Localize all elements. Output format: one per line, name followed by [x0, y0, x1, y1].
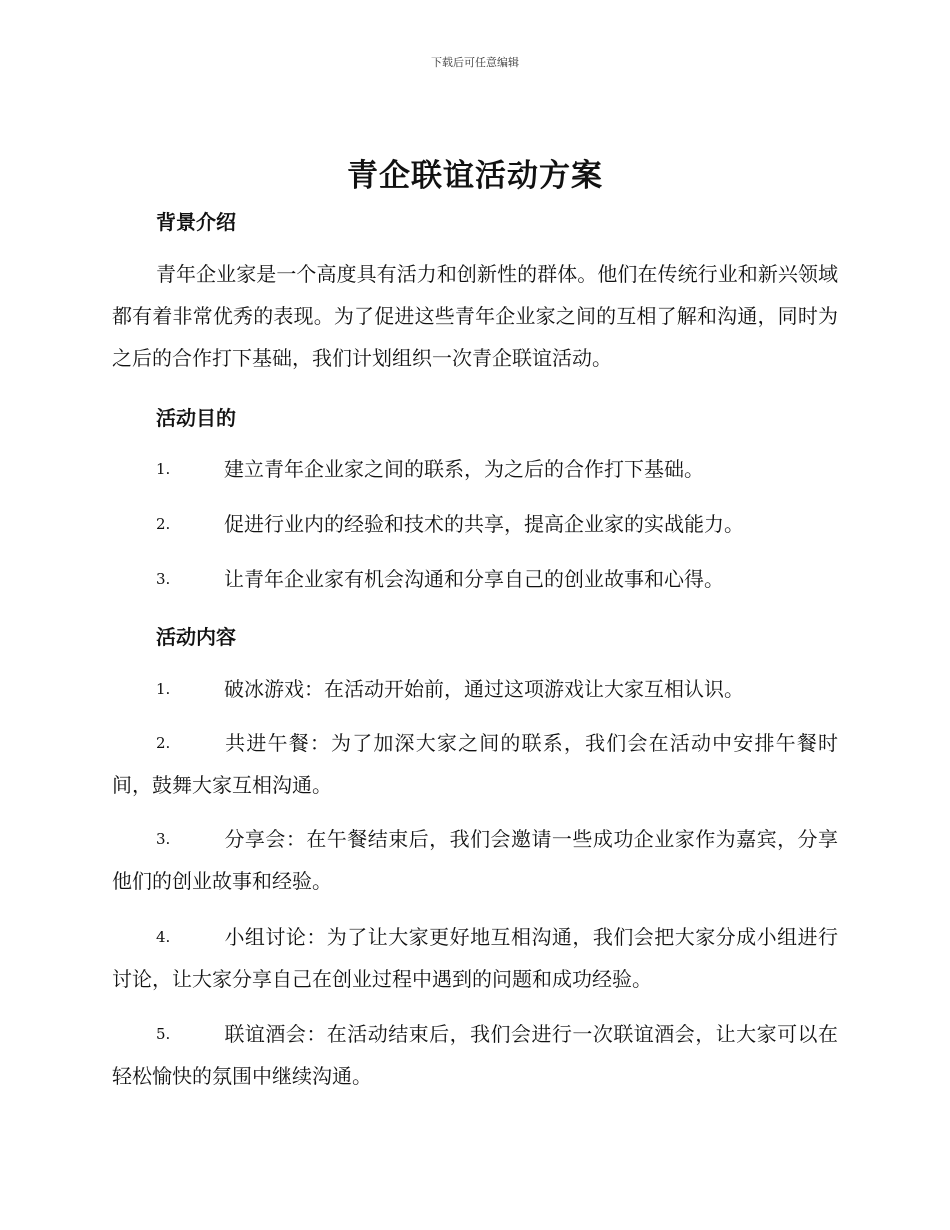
list-item-text: 让青年企业家有机会沟通和分享自己的创业故事和心得。	[224, 567, 724, 591]
list-item	[112, 722, 838, 806]
section-heading-purpose: 活动目的	[156, 406, 236, 430]
list-item	[112, 448, 838, 490]
list-number: 4.	[156, 928, 171, 946]
background-paragraph: 青年企业家是一个高度具有活力和创新性的群体。他们在传统行业和新兴领域都有着非常优秀的表现。为了促进这些青年企业家之间的互相了解和沟通，同时为之后的合作打下基础，我们计划组织一次青企联谊活动。	[112, 262, 838, 370]
list-number: 5.	[156, 1025, 171, 1043]
document-title: 青企联谊活动方案	[347, 158, 603, 194]
list-item	[112, 668, 838, 710]
page-header: 下载后可任意编辑	[431, 56, 519, 69]
list-item	[112, 1013, 838, 1097]
section-heading-content: 活动内容	[156, 625, 236, 649]
list-item	[112, 818, 838, 902]
list-number: 1.	[156, 680, 171, 698]
list-item-text: 破冰游戏：在活动开始前，通过这项游戏让大家互相认识。	[224, 677, 744, 701]
list-number: 2.	[156, 734, 171, 752]
list-item	[112, 916, 838, 1000]
list-item-text: 促进行业内的经验和技术的共享，提高企业家的实战能力。	[224, 512, 744, 536]
list-number: 2.	[156, 515, 171, 533]
list-number: 3.	[156, 570, 171, 588]
list-number: 1.	[156, 460, 171, 478]
list-item	[112, 558, 838, 600]
list-number: 3.	[156, 830, 171, 848]
section-heading-background: 背景介绍	[156, 210, 236, 234]
list-item-text: 分享会：在午餐结束后，我们会邀请一些成功企业家作为嘉宾，分享他们的创业故事和经验。	[112, 827, 838, 893]
list-item-text: 联谊酒会：在活动结束后，我们会进行一次联谊酒会，让大家可以在轻松愉快的氛围中继续沟通。	[112, 1022, 838, 1088]
list-item-text: 建立青年企业家之间的联系，为之后的合作打下基础。	[224, 457, 704, 481]
list-item-text: 小组讨论：为了让大家更好地互相沟通，我们会把大家分成小组进行讨论，让大家分享自己在创业过程中遇到的问题和成功经验。	[112, 925, 838, 991]
list-item-text: 共进午餐：为了加深大家之间的联系，我们会在活动中安排午餐时间，鼓舞大家互相沟通。	[112, 731, 838, 797]
list-item	[112, 503, 838, 545]
